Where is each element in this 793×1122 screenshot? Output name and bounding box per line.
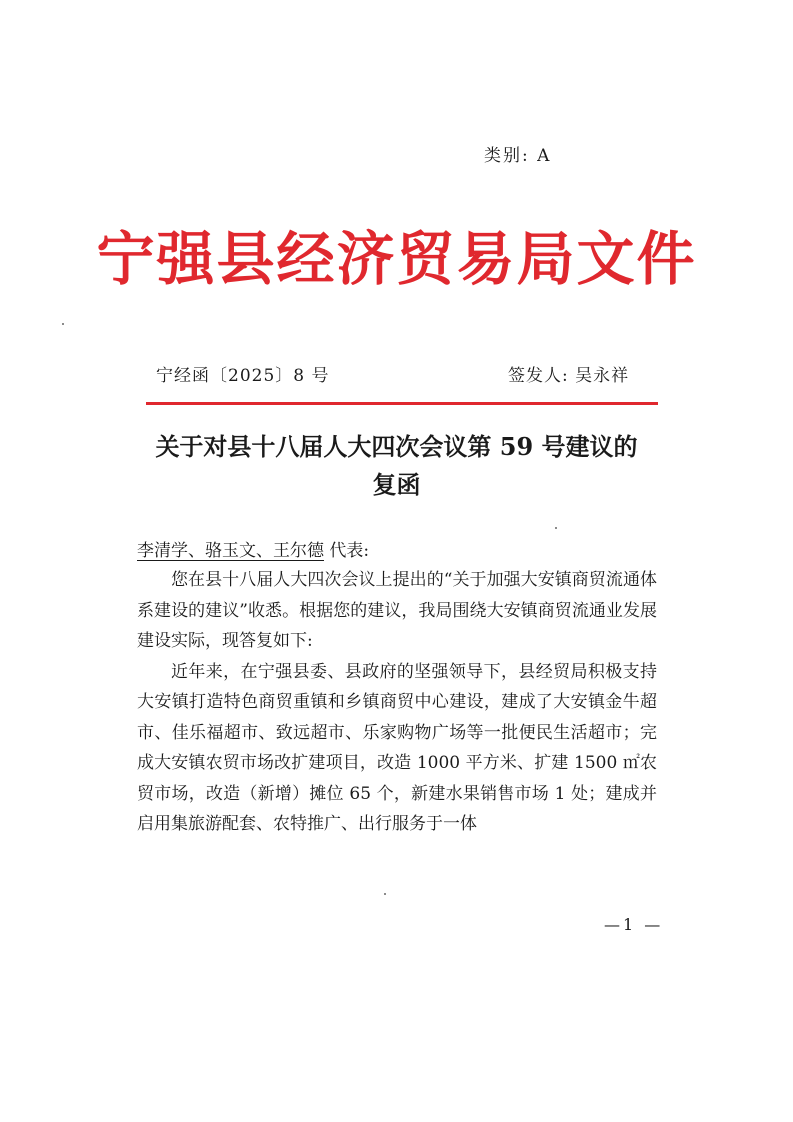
document-title <box>100 428 693 504</box>
document-number: 宁经函〔2025〕8 号 <box>156 366 330 386</box>
document-title-line-1: 关于对县十八届人大四次会议第 59 号建议的 <box>155 432 638 461</box>
page-number: —1 — <box>604 915 664 934</box>
salutation-suffix: 代表: <box>324 541 370 561</box>
paragraph-1: 您在县十八届人大四次会议上提出的“关于加强大安镇商贸流通体系建设的建议”收悉。根据您的建议，我局围绕大安镇商贸流通业发展建设实际，现答复如下: <box>137 570 657 651</box>
salutation <box>137 536 369 561</box>
representative-names: 李清学、骆玉文、王尔德 <box>137 541 324 561</box>
document-title-line-2: 复函 <box>372 470 421 499</box>
issuer-signature: 签发人: 吴永祥 <box>508 366 630 386</box>
issuing-authority-header: 宁强县经济贸易局文件 <box>96 225 697 293</box>
red-divider <box>146 402 658 405</box>
paragraph-2: 近年来，在宁强县委、县政府的坚强领导下，县经贸局积极支持大安镇打造特色商贸重镇和乡镇商贸中心建设，建成了大安镇金牛超市、佳乐福超市、致远超市、乐家购物广场等一批便民生活超市；完成大安镇农贸市场改扩建项目，改造 1000 平方米、扩建 1500 ㎡农贸市场，改造（新增）摊位 65 个，新建水果销售市场 1 处；建成并启用集旅游配套、农特推广、出行服务于一体 <box>137 661 657 834</box>
scan-speck <box>555 527 557 529</box>
scan-speck <box>384 893 386 895</box>
category-label: 类别: A <box>484 146 552 166</box>
body-text <box>137 565 657 840</box>
scan-speck <box>62 323 64 325</box>
